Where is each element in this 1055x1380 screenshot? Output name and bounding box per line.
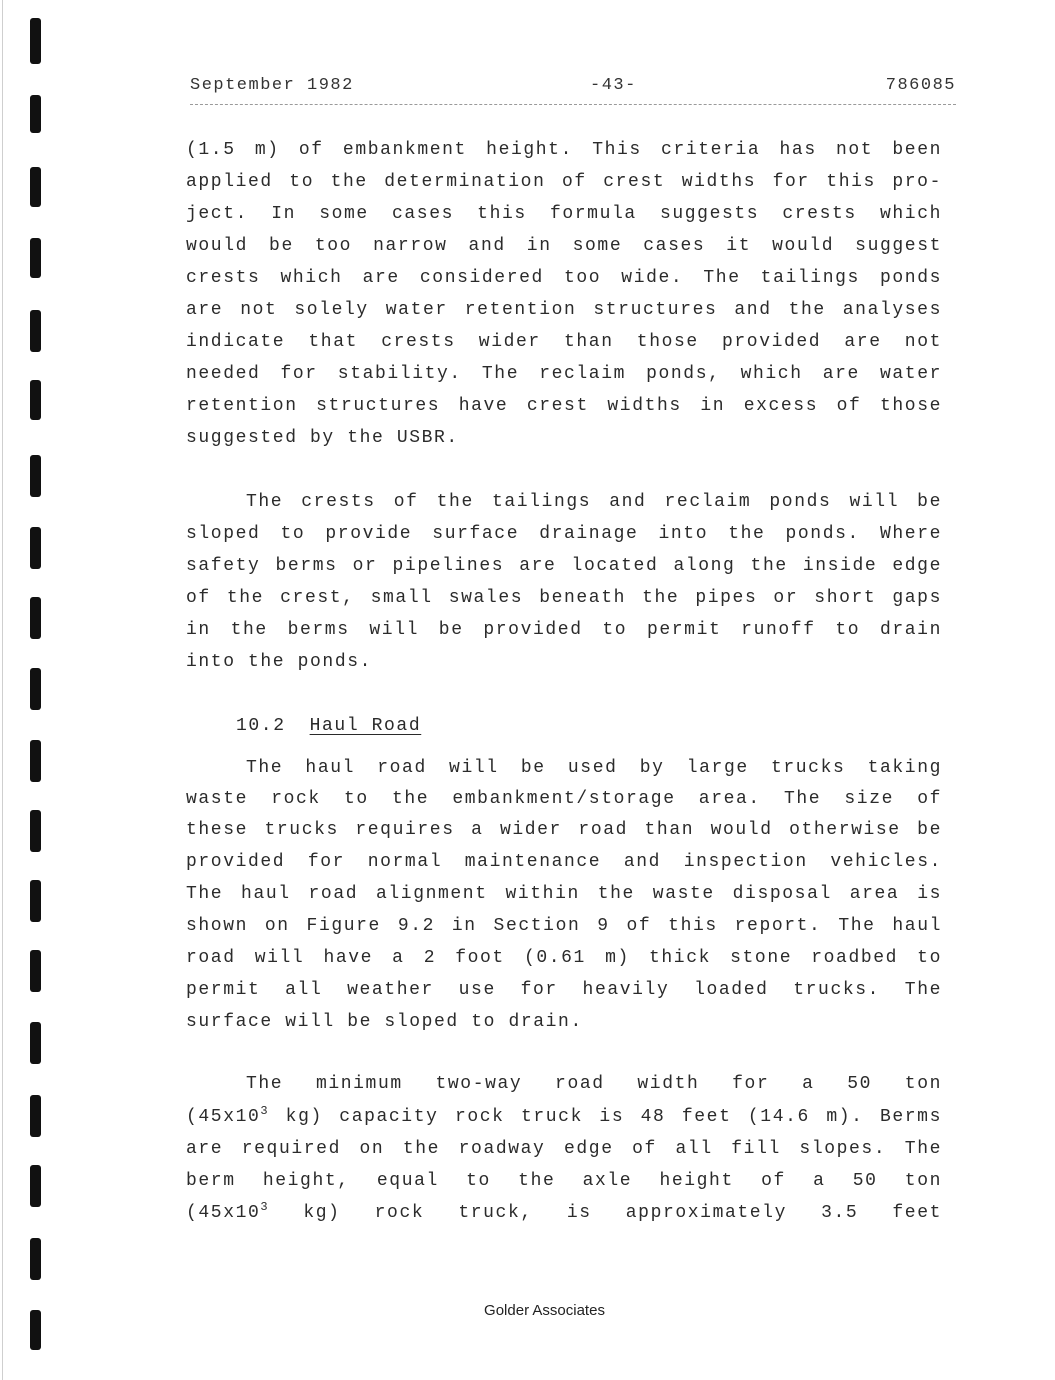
punch-hole bbox=[30, 527, 41, 569]
header-date: September 1982 bbox=[190, 76, 354, 95]
section-title: Haul Road bbox=[309, 716, 422, 736]
text-line: into the ponds. bbox=[186, 652, 373, 672]
text-line: applied to the determination of crest widths for this pro- bbox=[186, 172, 942, 192]
punch-hole bbox=[30, 455, 41, 497]
text-line: safety berms or pipelines are located along the inside edge bbox=[186, 556, 942, 576]
text-line: (1.5 m) of embankment height. This criteria has not been bbox=[186, 140, 942, 160]
text-line: needed for stability. The reclaim ponds, which are water bbox=[186, 364, 942, 384]
text-line: berm height, equal to the axle height of a 50 ton bbox=[186, 1171, 942, 1191]
punch-hole bbox=[30, 238, 41, 278]
punch-hole bbox=[30, 740, 41, 782]
text-line: these trucks requires a wider road than would otherwise be bbox=[186, 820, 942, 840]
text-fragment: kg) rock truck, is approximately 3.5 feet bbox=[269, 1203, 942, 1223]
text-line: The crests of the tailings and reclaim ponds will be bbox=[246, 492, 942, 512]
punch-hole bbox=[30, 880, 41, 922]
punch-hole bbox=[30, 1238, 41, 1280]
punch-hole bbox=[30, 1165, 41, 1207]
punch-hole bbox=[30, 668, 41, 710]
text-line: The minimum two-way road width for a 50 ton bbox=[246, 1074, 942, 1094]
text-line bbox=[186, 1199, 942, 1227]
section-heading bbox=[236, 712, 421, 740]
text-line: retention structures have crest widths in excess of those bbox=[186, 396, 942, 416]
text-line: The haul road alignment within the waste disposal area is bbox=[186, 884, 942, 904]
text-fragment: (45x10 bbox=[186, 1203, 261, 1223]
text-line: of the crest, small swales beneath the pipes or short gaps bbox=[186, 588, 942, 608]
text-line: sloped to provide surface drainage into the ponds. Where bbox=[186, 524, 942, 544]
text-line: road will have a 2 foot (0.61 m) thick stone roadbed to bbox=[186, 948, 942, 968]
punch-hole bbox=[30, 1022, 41, 1064]
text-line: are required on the roadway edge of all fill slopes. The bbox=[186, 1139, 942, 1159]
punch-hole bbox=[30, 310, 41, 352]
text-line: ject. In some cases this formula suggests crests which bbox=[186, 204, 942, 224]
text-line: would be too narrow and in some cases it would suggest bbox=[186, 236, 942, 256]
superscript: 3 bbox=[260, 1200, 270, 1214]
text-fragment: kg) capacity rock truck is 48 feet (14.6 m). Berms bbox=[269, 1107, 942, 1127]
binding-punch-holes bbox=[0, 0, 60, 1380]
punch-hole bbox=[30, 597, 41, 639]
text-line: The haul road will be used by large trucks taking bbox=[246, 758, 942, 778]
punch-hole bbox=[30, 18, 41, 64]
text-line: provided for normal maintenance and inspection vehicles. bbox=[186, 852, 942, 872]
punch-hole bbox=[30, 380, 41, 420]
header-document-number: 786085 bbox=[885, 76, 956, 95]
superscript: 3 bbox=[260, 1104, 270, 1118]
text-line: waste rock to the embankment/storage area. The size of bbox=[186, 789, 942, 809]
text-line: indicate that crests wider than those provided are not bbox=[186, 332, 942, 352]
punch-hole bbox=[30, 1095, 41, 1137]
punch-hole bbox=[30, 95, 41, 133]
page-header bbox=[190, 76, 956, 98]
text-line: shown on Figure 9.2 in Section 9 of this report. The haul bbox=[186, 916, 942, 936]
text-fragment: (45x10 bbox=[186, 1107, 261, 1127]
page-edge-line bbox=[2, 0, 3, 1380]
text-line: permit all weather use for heavily loaded trucks. The bbox=[186, 980, 942, 1000]
text-line: surface will be sloped to drain. bbox=[186, 1012, 583, 1032]
section-number: 10.2 bbox=[236, 716, 286, 736]
text-line: are not solely water retention structures and the analyses bbox=[186, 300, 942, 320]
text-line: in the berms will be provided to permit runoff to drain bbox=[186, 620, 942, 640]
text-line: crests which are considered too wide. The tailings ponds bbox=[186, 268, 942, 288]
punch-hole bbox=[30, 167, 41, 207]
footer-company-name: Golder Associates bbox=[484, 1302, 605, 1319]
header-rule bbox=[190, 104, 956, 105]
text-line bbox=[186, 1103, 942, 1131]
text-line: suggested by the USBR. bbox=[186, 428, 459, 448]
punch-hole bbox=[30, 810, 41, 852]
header-page-number: -43- bbox=[590, 76, 637, 95]
punch-hole bbox=[30, 950, 41, 992]
